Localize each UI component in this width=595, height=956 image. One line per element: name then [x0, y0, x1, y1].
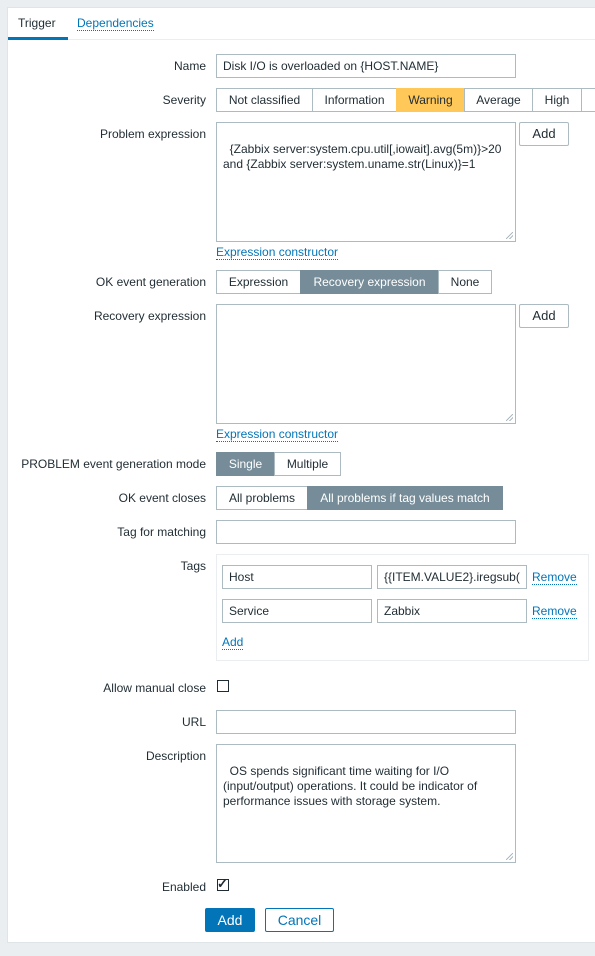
severity-information[interactable]: Information — [312, 88, 397, 112]
problem-expression-text: {Zabbix server:system.cpu.util[,iowait].avg(5m)}>20 and {Zabbix server:system.uname.str(Linux)}=1 — [223, 142, 502, 171]
checkmark-icon: ✓ — [217, 876, 228, 891]
allow-manual-close-checkbox[interactable] — [217, 680, 229, 692]
problem-expression-add-button[interactable]: Add — [519, 122, 569, 146]
tab-dependencies[interactable]: Dependencies — [77, 16, 154, 30]
tag-for-matching-label: Tag for matching — [117, 525, 206, 539]
ok-generation-recovery-expression[interactable]: Recovery expression — [300, 270, 439, 294]
add-button[interactable]: Add — [205, 908, 255, 932]
severity-warning[interactable]: Warning — [396, 88, 465, 112]
ok-event-closes-label: OK event closes — [118, 491, 206, 505]
description-textarea[interactable] — [216, 744, 516, 863]
url-input[interactable] — [216, 710, 516, 734]
recovery-expression-add-button[interactable]: Add — [519, 304, 569, 328]
tag-remove-link[interactable]: Remove — [532, 604, 577, 618]
description-text: OS spends significant time waiting for I/O (input/output) operations. It could be indicator of performance issues with storage system. — [223, 764, 478, 808]
ok-generation-expression[interactable]: Expression — [216, 270, 301, 294]
severity-high[interactable]: High — [532, 88, 582, 112]
recovery-expression-textarea[interactable] — [216, 304, 516, 424]
problem-mode-multiple[interactable]: Multiple — [274, 452, 341, 476]
problem-expression-constructor-link[interactable]: Expression constructor — [216, 245, 339, 259]
tag-for-matching-input[interactable] — [216, 520, 516, 544]
resize-handle-icon[interactable] — [506, 232, 513, 239]
severity-label: Severity — [162, 93, 206, 107]
enabled-checkbox[interactable] — [217, 876, 229, 891]
tab-trigger[interactable]: Trigger — [18, 16, 56, 30]
tag-remove-link[interactable]: Remove — [532, 570, 577, 584]
url-label: URL — [181, 715, 206, 729]
recovery-expression-label: Recovery expression — [93, 309, 206, 323]
add-tag-link[interactable]: Add — [222, 635, 244, 649]
ok-closes-if-tag-values-match[interactable]: All problems if tag values match — [307, 486, 503, 510]
tab-bar — [8, 8, 595, 40]
tag-name-input[interactable]: Service — [222, 599, 372, 623]
severity-average[interactable]: Average — [464, 88, 533, 112]
ok-event-generation-label: OK event generation — [95, 275, 206, 289]
severity-not-classified[interactable]: Not classified — [216, 88, 313, 112]
problem-mode-label: PROBLEM event generation mode — [21, 457, 206, 471]
tag-name-input[interactable]: Host — [222, 565, 372, 589]
cancel-button[interactable]: Cancel — [265, 908, 334, 932]
allow-manual-close-label: Allow manual close — [103, 681, 206, 695]
enabled-label: Enabled — [161, 880, 206, 894]
severity-selector — [216, 88, 595, 112]
ok-event-closes-selector — [216, 486, 503, 510]
active-tab-indicator — [8, 37, 68, 40]
tags-label: Tags — [180, 559, 206, 573]
tag-value-input[interactable]: Zabbix — [377, 599, 527, 623]
name-input[interactable]: Disk I/O is overloaded on {HOST.NAME} — [216, 54, 516, 78]
resize-handle-icon[interactable] — [506, 414, 513, 421]
description-label: Description — [145, 749, 206, 763]
resize-handle-icon[interactable] — [506, 853, 513, 860]
ok-event-generation-selector — [216, 270, 492, 294]
tag-value-input[interactable]: {{ITEM.VALUE2}.iregsub( — [377, 565, 527, 589]
problem-mode-selector — [216, 452, 341, 476]
ok-generation-none[interactable]: None — [438, 270, 492, 294]
recovery-expression-constructor-link[interactable]: Expression constructor — [216, 427, 339, 441]
problem-mode-single[interactable]: Single — [216, 452, 275, 476]
problem-expression-textarea[interactable] — [216, 122, 516, 242]
problem-expression-label: Problem expression — [99, 127, 206, 141]
name-label: Name — [173, 59, 206, 73]
severity-disaster[interactable] — [581, 88, 595, 112]
ok-closes-all-problems[interactable]: All problems — [216, 486, 308, 510]
